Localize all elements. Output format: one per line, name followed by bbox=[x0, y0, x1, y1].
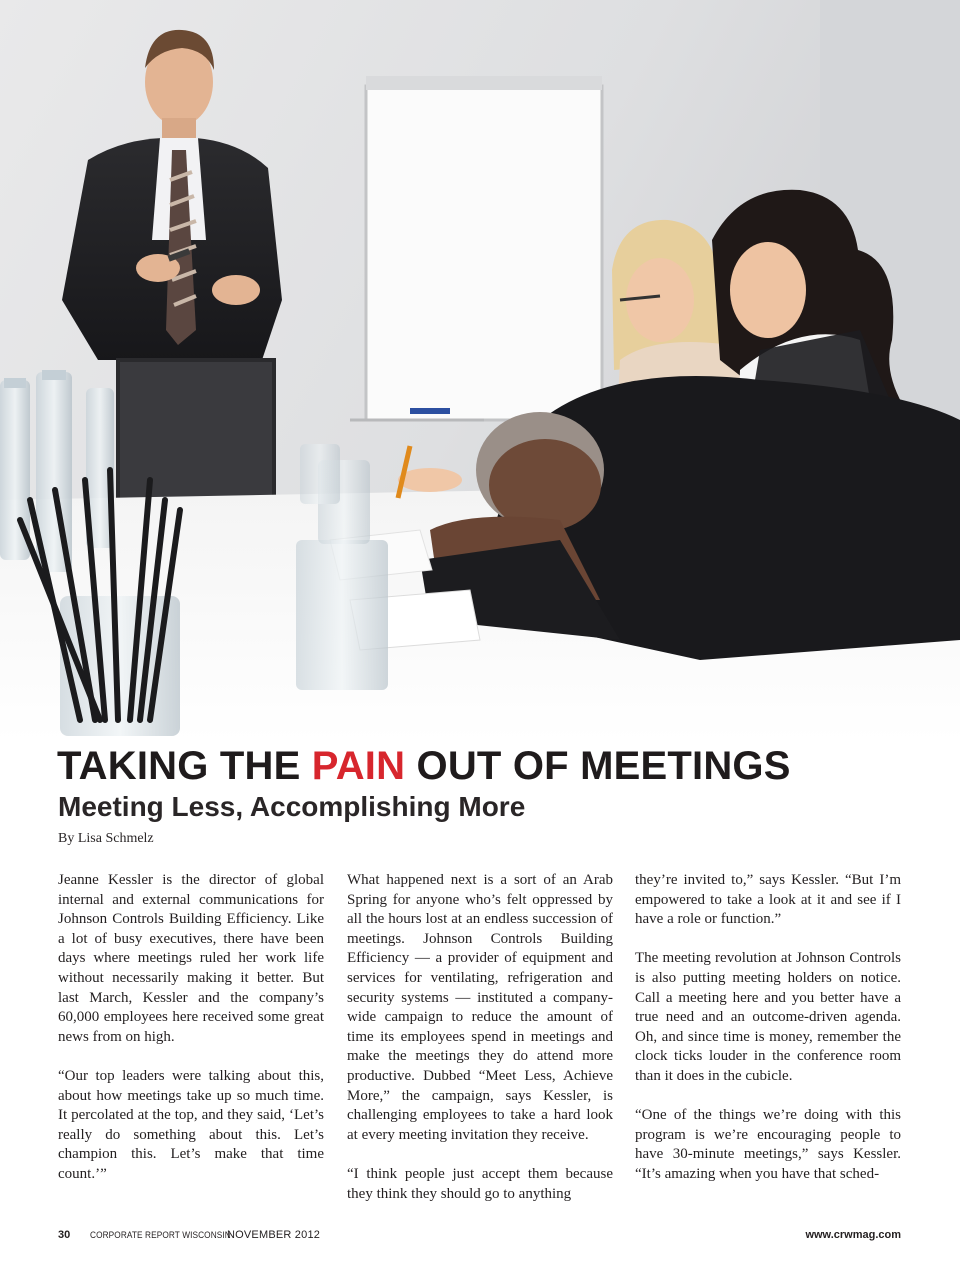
paragraph: What happened next is a sort of an Arab Spring for anyone who’s felt oppressed by all the hours lost at an endless succession of meetings. Johnson Controls Building Efficiency — a provider of equipment and services for ventilating, refrigeration and security systems — instituted a company-wide campaign to reduce the amount of time its employees spend in meetings and make the meetings they do attend more productive. Dubbed “Meet Less, Achieve More,” the campaign, says Kessler, is challenging employees to take a hard look at every meeting invitation they receive. bbox=[347, 872, 613, 1143]
paragraph: “Our top leaders were talking about this, about how meetings take up so much time. It percolated at the top, and they said, ‘Let’s really do something about this. Let’s champion this. Let’s make that time count.’” bbox=[58, 1067, 324, 1182]
body-column-1 bbox=[58, 871, 324, 1185]
paragraph: The meeting revolution at Johnson Controls is also putting meeting holders on notice. Call a meeting here and you better have a true need and an outcome-driven agenda. Oh, and since time is money, remember the clock ticks louder in the conference room than it does in the cubicle. bbox=[635, 950, 901, 1084]
body-column-2 bbox=[347, 871, 613, 1204]
page-number: 30 bbox=[58, 1229, 71, 1241]
flipchart-icon bbox=[350, 76, 602, 420]
website-link[interactable]: www.crwmag.com bbox=[805, 1229, 901, 1241]
paragraph: Jeanne Kessler is the director of global internal and external communications for Johnson Controls Building Efficiency. Like a lot of busy executives, there have been days where meetings ruled her work life without necessarily making it better. But last March, Kessler and the company’s 60,000 employees here received some great news from on high. bbox=[58, 872, 324, 1045]
issue-date: NOVEMBER 2012 bbox=[227, 1229, 321, 1241]
headline-part-2: OUT OF MEETINGS bbox=[405, 744, 791, 788]
headline-part-1: TAKING THE bbox=[57, 744, 312, 788]
page-footer bbox=[58, 1227, 901, 1245]
paragraph: “I think people just accept them because they think they should go to anything bbox=[347, 1165, 613, 1202]
paragraph: “One of the things we’re doing with this program is we’re encouraging people to have 30-minute meetings,” says Kessler. “It’s amazing when you have that sched- bbox=[635, 1107, 901, 1182]
headline-accent: PAIN bbox=[311, 744, 406, 788]
publication-name: CORPORATE REPORT WISCONSIN bbox=[90, 1230, 231, 1240]
byline: By Lisa Schmelz bbox=[58, 831, 154, 846]
paragraph: they’re invited to,” says Kessler. “But I’m empowered to take a look at it and see if I have a role or function.” bbox=[635, 872, 901, 928]
water-bottles-icon bbox=[0, 370, 114, 572]
body-column-3 bbox=[635, 871, 901, 1185]
article-subhead: Meeting Less, Accomplishing More bbox=[58, 791, 526, 822]
article-headline bbox=[57, 744, 947, 788]
